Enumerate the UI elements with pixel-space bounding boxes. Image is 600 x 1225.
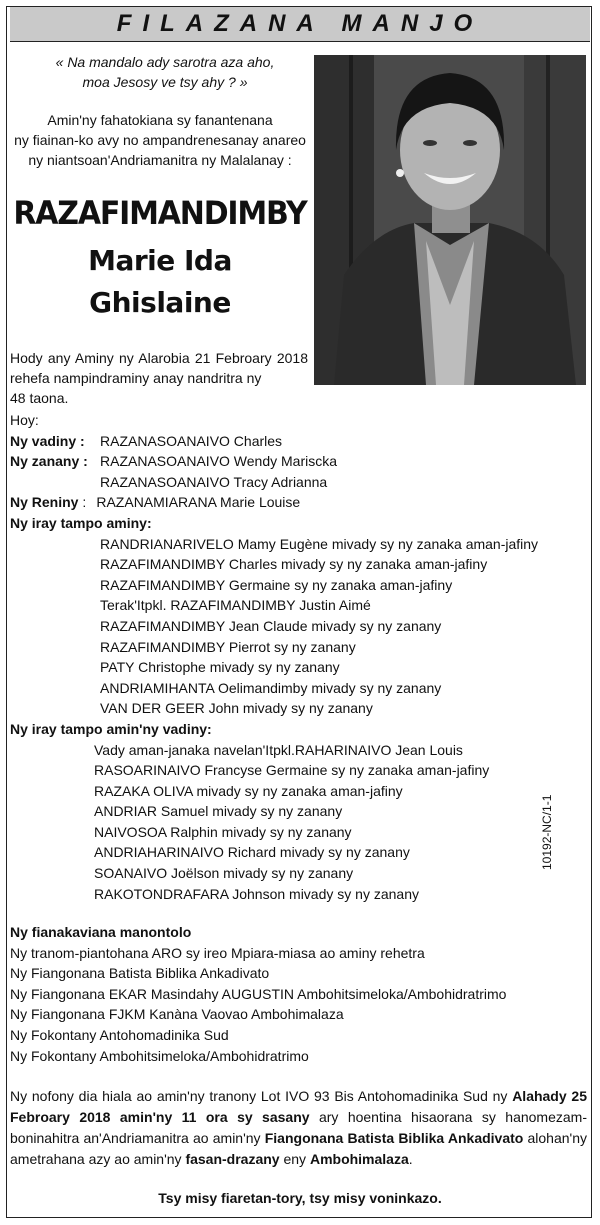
children-row [10,472,590,493]
inlaw-row: RAZAKA OLIVA mivady sy ny zanaka aman-jafiny [94,782,403,799]
sibling-row: Terak'Itpkl. RAZAFIMANDIMBY Justin Aimé [100,597,371,614]
notice-title: FILAZANA MANJO [116,10,484,37]
funeral-text: . [408,1151,413,1167]
announcement-intro [10,110,310,170]
given-name-line: Marie Ida [88,244,232,277]
deceased-surname: RAZAFIMANDIMBY [13,194,307,233]
acknowledgement-row: Ny Fokontany Antohomadinika Sud [10,1026,229,1043]
death-statement [10,348,308,408]
hoy-label: Hoy: [10,412,39,428]
acknowledgement-row: Ny Fiangonana Batista Biblika Ankadivato [10,965,270,982]
death-line: rehefa nampindraminy anay nandritra ny [10,370,262,386]
funeral-date: Alahady 25 Febroary 2018 amin'ny 11 ora sy sasany [10,1088,587,1125]
mother-separator: : [82,494,87,511]
sibling-row: ANDRIAMIHANTA Oelimandimby mivady sy ny zanany [100,679,442,696]
funeral-text: eny [279,1151,310,1167]
reference-code: 10192-NC/1-1 [540,794,554,870]
quote-line: « Na mandalo ady sarotra aza aho, [55,54,275,70]
spouse-label: Ny vadiny : [10,432,85,449]
child-name: RAZANASOANAIVO Wendy Mariscka [100,453,338,470]
bible-quote [30,52,300,92]
inlaw-row: NAIVOSOA Ralphin mivady sy ny zanany [94,823,352,840]
closing-note: Tsy misy fiaretan-tory, tsy misy voninkazo. [158,1190,442,1206]
children-label: Ny zanany : [10,453,88,470]
funeral-text: alohan'ny ametrahana azy ao amin'ny [10,1130,587,1167]
sibling-row: RAZAFIMANDIMBY Charles mivady sy ny zanaka aman-jafiny [100,556,488,573]
acknowledgement-row: Ny tranom-piantohana ARO sy ireo Mpiara-miasa ao aminy rehetra [10,944,425,961]
funeral-place: Ambohimalaza [309,1151,409,1167]
funeral-text: ary hoentina hisaorana sy hanomezam-boninahitra an'Andriamanitra ao amin'ny [10,1109,587,1146]
family-acknowledgements [10,922,590,1066]
mother-row [10,492,590,513]
siblings-label: Ny iray tampo aminy: [10,514,152,531]
portrait-photo [314,55,586,385]
acknowledgements-label: Ny fianakaviana manontolo [10,924,192,940]
mother-name: RAZANAMIARANA Marie Louise [96,494,301,511]
inlaw-row: Vady aman-janaka navelan'Itpkl.RAHARINAIVO Jean Louis [94,741,463,758]
inlaw-row: RASOARINAIVO Francyse Germaine sy ny zanaka aman-jafiny [94,762,490,779]
deceased-given-names [10,240,310,324]
death-line: 48 taona. [10,390,69,406]
inlaw-row: SOANAIVO Joëlson mivady sy ny zanany [94,865,354,882]
inlaw-row: RAKOTONDRAFARA Johnson mivady sy ny zanany [94,885,419,902]
notice-header [10,7,590,42]
acknowledgement-row: Ny Fiangonana FJKM Kanàna Vaovao Ambohimalaza [10,1006,344,1023]
funeral-tomb: fasan-drazany [185,1151,280,1167]
inlaw-row: ANDRIAHARINAIVO Richard mivady sy ny zanany [94,844,410,861]
child-name: RAZANASOANAIVO Tracy Adrianna [100,473,328,490]
sibling-row: RAZAFIMANDIMBY Pierrot sy ny zanany [100,638,356,655]
intro-line: Amin'ny fahatokiana sy fanantenana [47,112,273,128]
inlaws-label: Ny iray tampo amin'ny vadiny: [10,720,212,737]
sibling-row: VAN DER GEER John mivady sy ny zanany [100,700,373,717]
intro-line: ny fiainan-ko avy no ampandrenesanay anareo [14,132,306,148]
death-line: Hody any Aminy ny Alarobia 21 Febroary 2018 [10,350,308,366]
funeral-text: Ny nofony dia hiala ao amin'ny tranony Lot IVO 93 Bis Antohomadinika Sud ny [10,1088,513,1104]
mother-label: Ny Reniny [10,494,79,511]
family-list [10,410,590,904]
intro-line: ny niantsoan'Andriamanitra ny Malalanay : [28,152,292,168]
given-name-line: Ghislaine [89,286,231,319]
sibling-row: PATY Christophe mivady sy ny zanany [100,659,340,676]
spouse-row [10,431,590,452]
sibling-row: RAZAFIMANDIMBY Germaine sy ny zanaka aman-jafiny [100,576,453,593]
inlaw-row: ANDRIAR Samuel mivady sy ny zanany [94,803,343,820]
funeral-church: Fiangonana Batista Biblika Ankadivato [264,1130,524,1146]
children-row [10,451,590,472]
acknowledgement-row: Ny Fokontany Ambohitsimeloka/Ambohidratrimo [10,1047,309,1064]
acknowledgement-row: Ny Fiangonana EKAR Masindahy AUGUSTIN Ambohitsimeloka/Ambohidratrimo [10,985,507,1002]
sibling-row: RANDRIANARIVELO Mamy Eugène mivady sy ny zanaka aman-jafiny [100,535,539,552]
quote-line: moa Jesosy ve tsy ahy ? » [82,74,248,90]
funeral-details [10,1086,587,1170]
spouse-name: RAZANASOANAIVO Charles [100,432,283,449]
portrait-photo-icon [314,55,586,385]
sibling-row: RAZAFIMANDIMBY Jean Claude mivady sy ny zanany [100,617,442,634]
